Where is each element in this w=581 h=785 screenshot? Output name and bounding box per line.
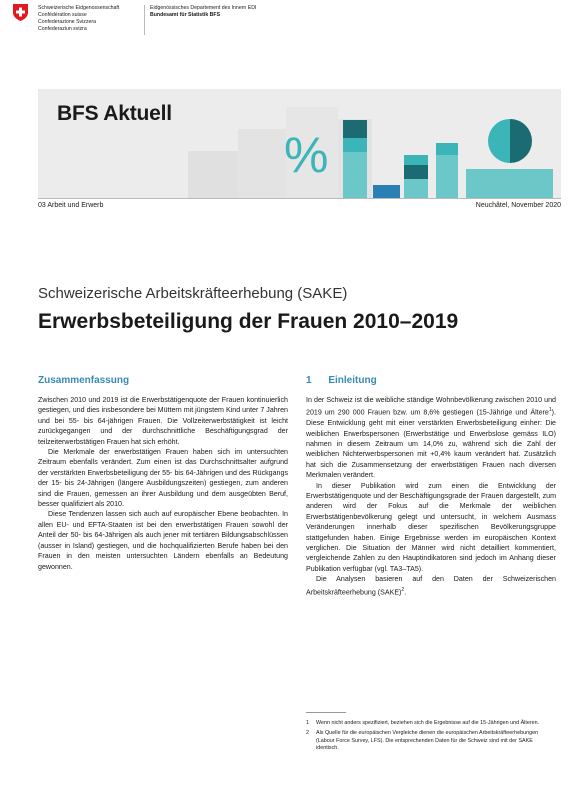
footnote xyxy=(306,720,556,727)
bg-block xyxy=(238,129,286,198)
bar-segment xyxy=(436,143,458,155)
footnote-divider xyxy=(306,712,346,713)
pie-slice xyxy=(488,119,510,141)
banner-underline xyxy=(38,198,561,199)
footnote-number: 2 xyxy=(306,730,309,737)
footnote-ref[interactable]: 2 xyxy=(401,586,405,593)
pie-slice xyxy=(510,119,532,141)
banner-title: BFS Aktuell xyxy=(57,102,172,125)
footnote xyxy=(306,730,556,752)
bar-segment xyxy=(404,155,428,165)
summary-paragraph: Zwischen 2010 und 2019 ist die Erwerbstätigenquote der Frauen kontinuierlich gestiegen, und dies insbesondere bei Müttern mit jüngstem Kind unter 7 Jahren und bei 55- bis 64-jährigen Frauen. Die Vollzeiterwerbstätigkeit ist leicht zurückgegangen und der durchschnittliche Beschäftigungsgrad der teilzeiterwerbstätigen Frauen hat sich erhöht. xyxy=(38,396,288,446)
footnote-ref[interactable]: 1 xyxy=(548,407,552,414)
footnote-text: Als Quelle für die europäischen Vergleiche dienen die europäischen Arbeitskräfteerhebungen (Labour Force Survey, LFS). Die entsprechenden Daten für die Schweiz sind mit der SAKE identisch. xyxy=(316,730,539,752)
footnote-text: Wenn nicht anders spezifiziert, beziehen sich die Ergebnisse auf die 15-Jährigen und Älteren. xyxy=(316,720,540,726)
summary-paragraph: Diese Tendenzen lassen sich auch auf europäischer Ebene beobachten. In allen EU- und EFTA-Staaten ist bei den erwerbstätigen Frauen sowohl der Anteil der 50- bis 64-Jährigen als auch jener mit tertiären Bildungsabschlüssen (ausser in Island) gestiegen, und die hochqualifizierten Berufe haben bei den Frauen in den meisten untersuchten Ländern ebenfalls an Bedeutung gewonnen. xyxy=(38,510,288,571)
pie-slice xyxy=(488,141,510,163)
footnote-number: 1 xyxy=(306,720,309,726)
footnotes xyxy=(306,720,556,756)
document-subtitle: Schweizerische Arbeitskräfteerhebung (SAKE) xyxy=(38,285,348,302)
intro-column xyxy=(306,395,556,597)
intro-text: Die Analysen basieren auf den Daten der Schweizerischen Arbeitskräfteerhebung (SAKE) xyxy=(306,575,556,597)
pie-slice xyxy=(510,141,532,163)
federation-names xyxy=(38,5,119,33)
office-name: Bundesamt für Statistik BFS xyxy=(150,12,221,18)
bar-segment xyxy=(373,185,400,198)
section-label: 03 Arbeit und Erwerb xyxy=(38,202,104,209)
bar-segment xyxy=(404,165,428,179)
bar-segment xyxy=(436,155,458,198)
federation-line: Schweizerische Eidgenossenschaft xyxy=(38,5,120,11)
federation-line: Confederazione Svizzera xyxy=(38,19,96,25)
percent-symbol: % xyxy=(284,127,329,183)
intro-paragraph xyxy=(306,395,556,481)
federation-line: Confederaziun svizra xyxy=(38,26,87,32)
intro-text: ). Diese Entwicklung geht mit einer verstärkten Erwerbsbeteiligung einher: Die weiblichen Erwerbspersonen (Erwerbstätige und Erwerbslose gemäss ILO) nahmen in diesem Zeitraum um 14,0% zu, während sich die Zahl der weiblichen Nichterwerbspersonen mit +0,4% kaum verändert hat. Zusätzlich hat sich die Zusammensetzung der erwerbstätigen Frauen nach diversen Merkmalen verändert. xyxy=(306,408,556,480)
intro-title: Einleitung xyxy=(328,375,377,386)
swiss-emblem-icon xyxy=(13,4,28,21)
intro-number: 1 xyxy=(306,375,312,386)
header-divider xyxy=(144,5,145,35)
federation-line: Confédération suisse xyxy=(38,12,87,18)
summary-heading: Zusammenfassung xyxy=(38,375,130,386)
summary-paragraph: Die Merkmale der erwerbstätigen Frauen haben sich im untersuchten Zeitraum ebenfalls verändert. Zum einen ist das Durchschnittsalter aufgrund der verstärkten Erwerbsbeteiligung der 55- bis 64-Jährigen und des Rückgangs der 15- bis 24-Jährigen (längere Ausbildungszeiten) gestiegen, zum anderen sind die Frauen, gemessen an ihrer Ausbildung und dem ausgeübten Beruf, besser qualifiziert als 2010. xyxy=(38,448,288,509)
intro-text: . xyxy=(404,588,407,597)
document-title: Erwerbsbeteiligung der Frauen 2010–2019 xyxy=(38,310,459,333)
department-info xyxy=(150,5,256,19)
intro-heading xyxy=(306,375,377,386)
bar-segment xyxy=(343,138,367,152)
bar-segment xyxy=(343,120,367,138)
intro-paragraph: In dieser Publikation wird zum einen die Entwicklung der Erwerbstätigenquote und der Beschäftigungsgrade der Frauen dargestellt, zum anderen wird der Fokus auf die Merkmale der weiblichen Erwerbstätigenbevölkerung gelegt und untersucht, in welchem Ausmass Veränderungen innerhalb dieser spezifischen Bevölkerungsgruppe stattgefunden haben. Einige Ergebnisse werden im europäischen Kontext verglichen. Die Situation der Männer wird nicht detailliert kommentiert, vergleichende Zahlen zu den Hauptindikatoren sind jedoch im Anhang dieser Publikation verfügbar (vgl. TA3–TA5). xyxy=(306,481,556,573)
summary-column xyxy=(38,395,288,572)
place-date: Neuchâtel, November 2020 xyxy=(475,202,561,209)
bg-block xyxy=(188,151,238,198)
bar-segment xyxy=(343,152,367,198)
banner xyxy=(38,89,561,198)
intro-text: In der Schweiz ist die weibliche ständige Wohnbevölkerung zwischen 2010 und 2019 um 290 000 Frauen bzw. um 8,6% gestiegen (15-Jährige und Ältere xyxy=(306,396,556,417)
intro-paragraph xyxy=(306,574,556,597)
department-name: Eidgenössisches Departement des Innern EDI xyxy=(150,5,257,11)
bar-segment xyxy=(466,169,553,198)
bar-segment xyxy=(404,179,428,198)
